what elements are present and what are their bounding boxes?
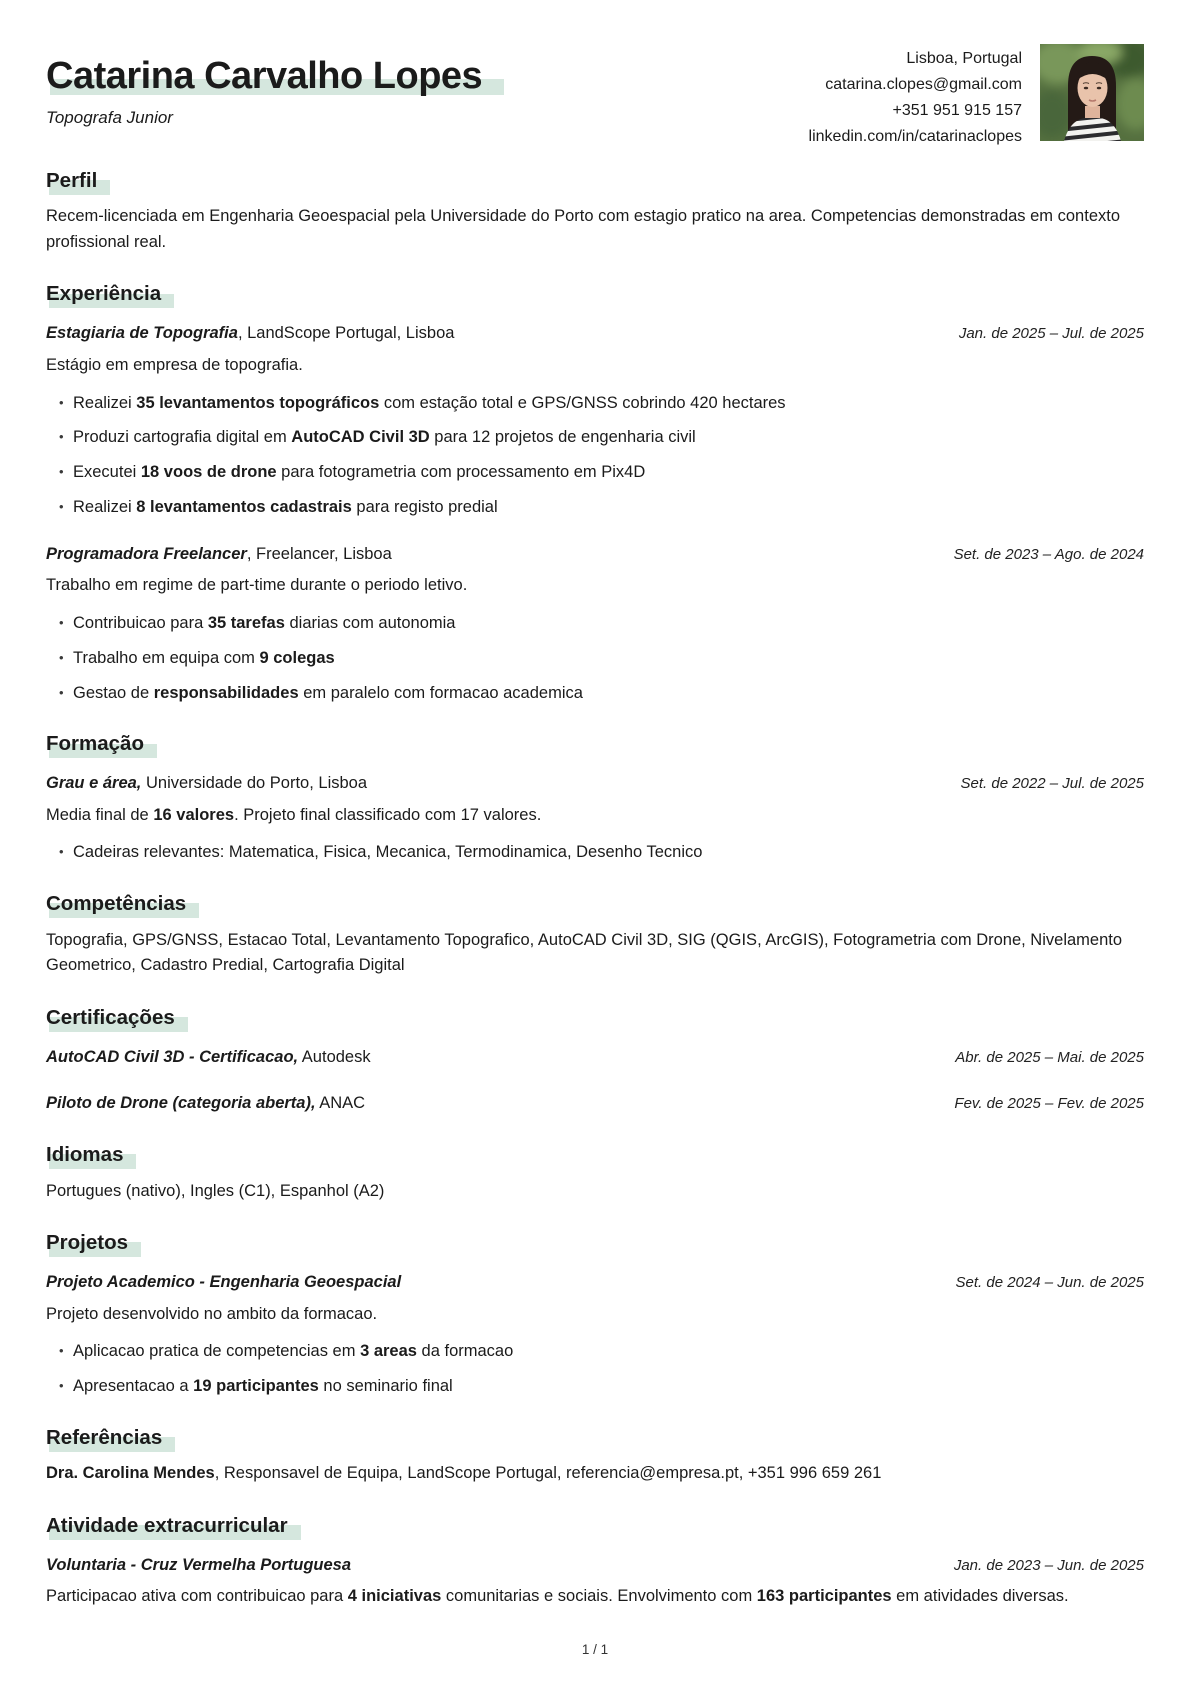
entry-date: Set. de 2024 – Jun. de 2025: [955, 1273, 1144, 1291]
projetos-entry-0: [46, 1270, 1144, 1399]
profile-photo-illustration: [1040, 44, 1144, 141]
page-indicator: 1 / 1: [581, 1642, 609, 1657]
bullet-item: [46, 460, 1144, 485]
section-heading-experiencia: [46, 281, 1144, 307]
section-heading-label: Certificações: [46, 1005, 175, 1029]
certificacoes-entry-1: [46, 1091, 1144, 1116]
section-heading-label: Atividade extracurricular: [46, 1514, 288, 1537]
formacao-entry-0: [46, 771, 1144, 865]
experiencia-entry-1: [46, 542, 1144, 706]
atividade-extracurricular-entry-0: [46, 1553, 1144, 1610]
entry-subtitle: , Freelancer, Lisboa: [246, 544, 392, 563]
bullet-item: [46, 1339, 1144, 1364]
entry-title: Voluntaria - Cruz Vermelha Portuguesa: [46, 1555, 352, 1574]
entry-description-text: Trabalho em regime de part-time durante o periodo letivo.: [46, 576, 468, 595]
section-heading-formacao: [46, 731, 1144, 757]
competencias-paragraph-text: Topografia, GPS/GNSS, Estacao Total, Levantamento Topografico, AutoCAD Civil 3D, SIG (QGIS, ArcGIS), Fotogrametria com Drone, Nivelamento Geometrico, Cadastro Predial, Cartografia Digital: [46, 930, 1123, 975]
job-title: Topografa Junior: [46, 107, 173, 127]
entry-date: Set. de 2023 – Ago. de 2024: [953, 545, 1144, 563]
entry-header: [46, 542, 1144, 567]
bullet-item-text: Realizei: [73, 497, 137, 516]
section-heading-certificacoes: [46, 1005, 1144, 1031]
entry-description: [46, 1302, 1144, 1327]
entry-title: Programadora Freelancer: [46, 544, 247, 563]
person-name: Catarina Carvalho Lopes: [46, 55, 483, 97]
section-heading-competencias: [46, 891, 1144, 917]
entry-titleline: [46, 321, 454, 346]
bullet-item-strong: 35 levantamentos topográficos: [136, 393, 380, 412]
entry-date: Jan. de 2023 – Jun. de 2025: [953, 1556, 1144, 1574]
bullet-item-text: Realizei: [73, 393, 137, 412]
referencias-paragraph-0: [46, 1461, 1144, 1487]
entry-title: Estagiaria de Topografia: [46, 324, 238, 342]
idiomas-paragraph-0: [46, 1179, 1144, 1205]
section-heading-referencias: [46, 1425, 1144, 1451]
entry-description-text: Projeto desenvolvido no ambito da formacao.: [46, 1304, 378, 1323]
entry-description: [46, 1584, 1144, 1609]
entry-header: [46, 1091, 1144, 1116]
entry-description-strong: 16 valores: [153, 805, 235, 824]
entry-titleline: [46, 1270, 401, 1295]
section-projetos: [46, 1230, 1144, 1399]
bullet-item: [46, 681, 1144, 706]
bullet-item-text: Produzi cartografia digital em: [73, 428, 292, 447]
resume-header: [46, 44, 1144, 150]
section-idiomas: [46, 1142, 1144, 1204]
contact-block: [809, 44, 1022, 150]
entry-bullet-list: [46, 391, 1144, 520]
entry-description-text: Estágio em empresa de topografia.: [46, 355, 303, 374]
entry-description: [46, 803, 1144, 828]
section-atividade-extracurricular: [46, 1513, 1144, 1609]
entry-date: Fev. de 2025 – Fev. de 2025: [954, 1095, 1144, 1113]
entry-subtitle: , LandScope Portugal, Lisboa: [237, 324, 455, 342]
entry-title: AutoCAD Civil 3D - Certificacao,: [46, 1047, 299, 1066]
section-heading-perfil: [46, 168, 1144, 194]
bullet-item: [46, 611, 1144, 636]
bullet-item-strong: 8 levantamentos cadastrais: [136, 497, 352, 516]
bullet-item-text: diarias com autonomia: [284, 614, 456, 632]
entry-header: [46, 1553, 1144, 1578]
entry-header: [46, 771, 1144, 796]
entry-description: [46, 353, 1144, 378]
entry-description-strong: 4 iniciativas: [347, 1587, 442, 1606]
entry-subtitle: Universidade do Porto, Lisboa: [141, 773, 368, 792]
competencias-paragraph-0: [46, 928, 1144, 979]
bullet-item-text: Cadeiras relevantes: Matematica, Fisica, Mecanica, Termodinamica, Desenho Tecnico: [73, 843, 703, 862]
section-heading-label: Experiência: [46, 282, 162, 306]
entry-titleline: [46, 1045, 371, 1070]
bullet-item: [46, 840, 1144, 865]
bullet-item-text: Aplicacao pratica de competencias em: [73, 1342, 361, 1361]
bullet-item-strong: 9 colegas: [259, 648, 335, 667]
section-heading-label: Projetos: [46, 1231, 129, 1255]
section-heading-projetos: [46, 1230, 1144, 1256]
section-experiencia: [46, 281, 1144, 705]
section-heading-label: Perfil: [46, 168, 98, 192]
entry-date: Abr. de 2025 – Mai. de 2025: [955, 1048, 1144, 1066]
entry-header: [46, 1045, 1144, 1070]
section-perfil: [46, 168, 1144, 256]
entry-description-text: . Projeto final classificado com 17 valores.: [234, 805, 542, 824]
entry-subtitle: Autodesk: [298, 1047, 371, 1066]
section-formacao: [46, 731, 1144, 865]
profile-photo: [1040, 44, 1144, 141]
section-heading-label: Idiomas: [46, 1143, 124, 1166]
bullet-item-text: da formacao: [416, 1342, 514, 1361]
entry-title: Piloto de Drone (categoria aberta),: [46, 1094, 316, 1113]
bullet-item-text: Trabalho em equipa com: [73, 648, 260, 667]
bullet-item: [46, 425, 1144, 450]
entry-date: Set. de 2022 – Jul. de 2025: [960, 774, 1144, 792]
entry-description: [46, 573, 1144, 598]
entry-bullet-list: [46, 1339, 1144, 1399]
entry-title: Grau e área,: [46, 773, 142, 792]
entry-header: [46, 321, 1144, 346]
bullet-item-strong: AutoCAD Civil 3D: [291, 428, 430, 447]
bullet-item-text: Apresentacao a: [73, 1377, 194, 1396]
bullet-item-text: com estação total e GPS/GNSS cobrindo 420 hectares: [379, 393, 786, 412]
bullet-item: [46, 391, 1144, 416]
bullet-item-text: para 12 projetos de engenharia civil: [429, 428, 696, 447]
entry-titleline: [46, 771, 367, 796]
experiencia-entry-0: [46, 321, 1144, 520]
bullet-item-strong: 35 tarefas: [207, 614, 285, 632]
entry-description-text: em atividades diversas.: [891, 1587, 1069, 1606]
entry-header: [46, 1270, 1144, 1295]
contact-phone: +351 951 915 157: [892, 101, 1022, 119]
page-footer: [0, 1642, 1190, 1657]
bullet-item: [46, 495, 1144, 520]
contact-location: Lisboa, Portugal: [906, 50, 1022, 67]
bullet-item-text: Contribuicao para: [73, 614, 208, 632]
bullet-item-strong: 18 voos de drone: [140, 463, 277, 481]
section-heading-label: Formação: [46, 732, 144, 756]
bullet-item-text: Gestao de: [73, 683, 154, 702]
contact-linkedin: linkedin.com/in/catarinaclopes: [808, 127, 1022, 145]
section-heading-label: Referências: [46, 1425, 163, 1449]
entry-description-text: comunitarias e sociais. Envolvimento com: [441, 1587, 757, 1606]
bullet-item-text: em paralelo com formacao academica: [298, 683, 583, 702]
header-right: [809, 44, 1144, 150]
entry-titleline: [46, 1553, 351, 1578]
section-competencias: [46, 891, 1144, 979]
entry-description-text: Media final de: [46, 805, 154, 824]
bullet-item-text: Executei: [73, 463, 141, 481]
section-referencias: [46, 1425, 1144, 1487]
referencias-paragraph-text: , Responsavel de Equipa, LandScope Portugal, referencia@empresa.pt, +351 996 659 261: [214, 1464, 882, 1483]
bullet-item-strong: 19 participantes: [193, 1377, 319, 1396]
entry-titleline: [46, 1091, 365, 1116]
section-heading-atividade-extracurricular: [46, 1513, 1144, 1539]
bullet-item-text: para registo predial: [351, 497, 498, 516]
entry-titleline: [46, 542, 392, 567]
entry-subtitle: ANAC: [315, 1094, 366, 1113]
identity-block: [46, 44, 482, 128]
certificacoes-entry-0: [46, 1045, 1144, 1070]
idiomas-paragraph-text: Portugues (nativo), Ingles (C1), Espanhol (A2): [46, 1181, 385, 1200]
resume-body: [46, 168, 1144, 1610]
section-heading-label: Competências: [46, 892, 187, 916]
bullet-item-text: para fotogrametria com processamento em Pix4D: [276, 463, 646, 481]
entry-title: Projeto Academico - Engenharia Geoespacial: [46, 1272, 402, 1291]
entry-date: Jan. de 2025 – Jul. de 2025: [958, 325, 1144, 342]
entry-bullet-list: [46, 840, 1144, 865]
bullet-item: [46, 646, 1144, 671]
section-certificacoes: [46, 1005, 1144, 1116]
section-heading-idiomas: [46, 1142, 1144, 1168]
entry-description-text: Participacao ativa com contribuicao para: [46, 1587, 348, 1606]
perfil-paragraph-0: [46, 204, 1144, 255]
bullet-item: [46, 1374, 1144, 1399]
bullet-item-strong: responsabilidades: [153, 683, 299, 702]
bullet-item-strong: 3 areas: [360, 1342, 417, 1361]
entry-description-strong: 163 participantes: [756, 1587, 892, 1606]
perfil-paragraph-text: Recem-licenciada em Engenharia Geoespacial pela Universidade do Porto com estagio pratico na area. Competencias demonstradas em contexto profissional real.: [46, 207, 1121, 251]
referencias-paragraph-strong: Dra. Carolina Mendes: [46, 1464, 215, 1483]
bullet-item-text: no seminario final: [318, 1377, 453, 1396]
entry-bullet-list: [46, 611, 1144, 705]
contact-email: catarina.clopes@gmail.com: [825, 75, 1022, 93]
